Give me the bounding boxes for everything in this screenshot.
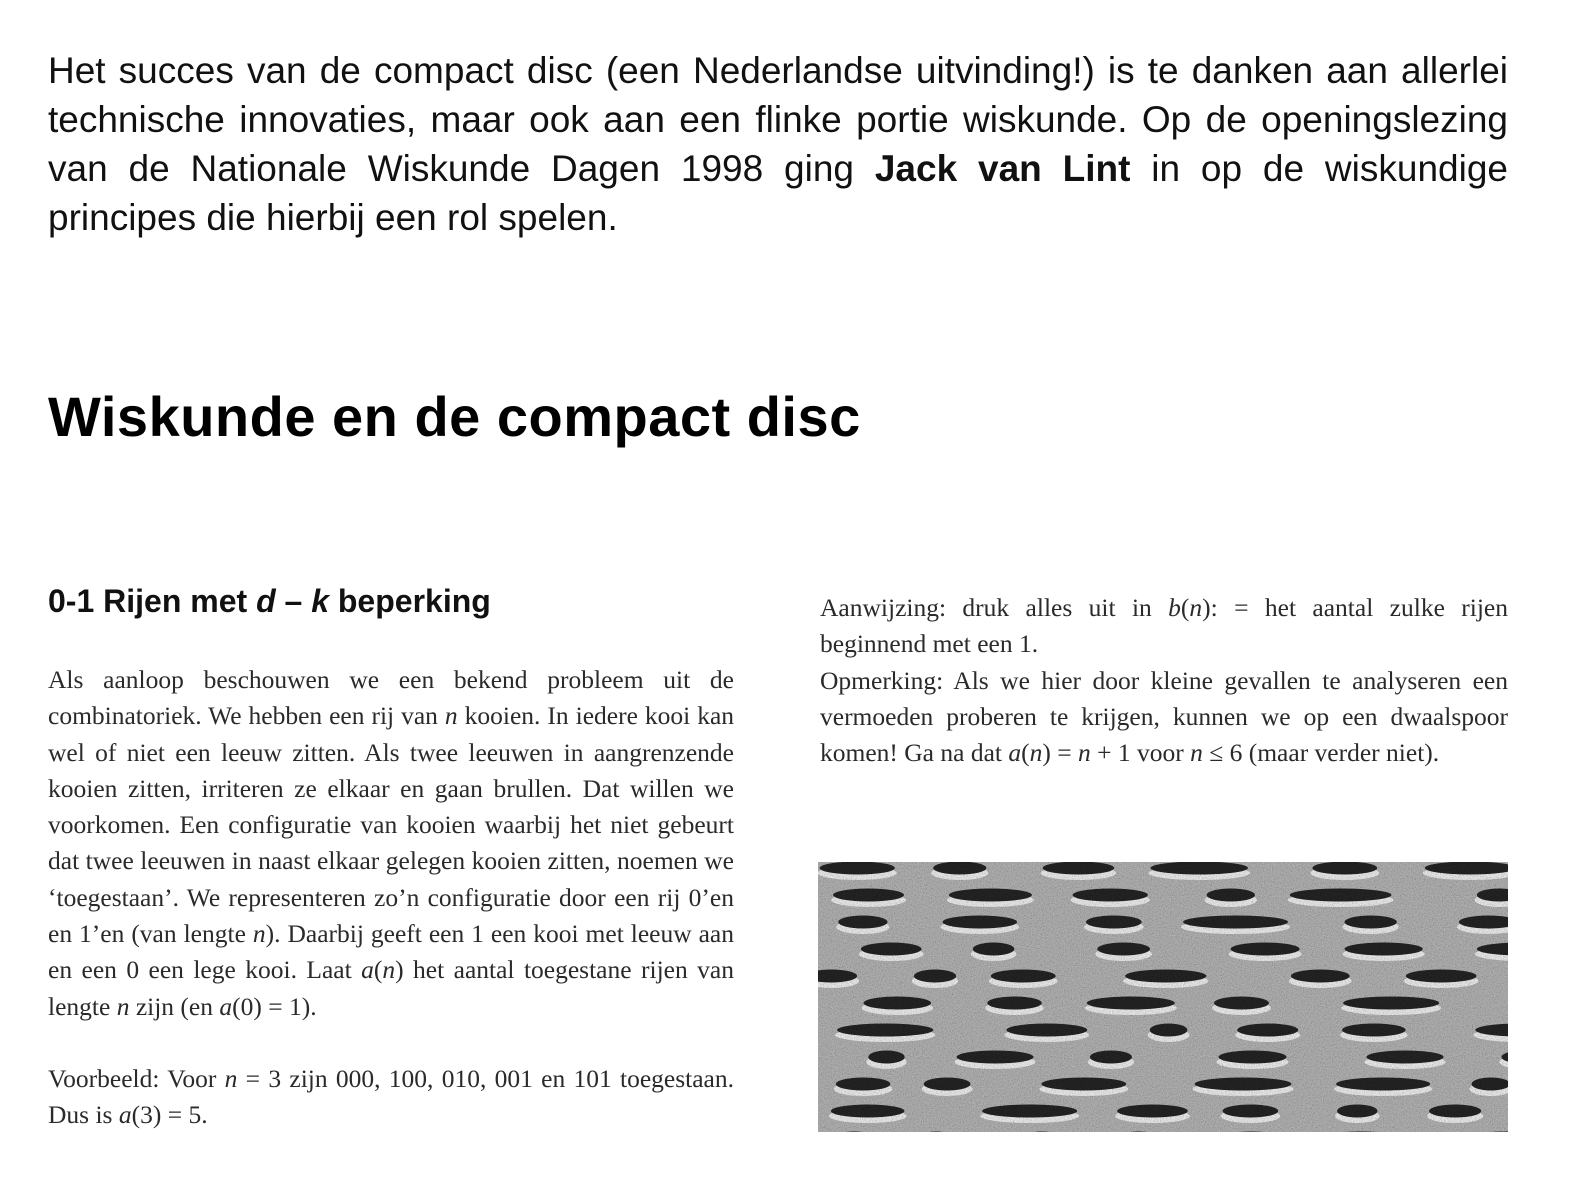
cd-pits-micrograph-icon — [818, 862, 1508, 1132]
article-title: Wiskunde en de compact disc — [48, 385, 861, 448]
example-paragraph: Voorbeeld: Voor n = 3 zijn 000, 100, 010, 001 en 101 toegestaan. Dus is a(3) = 5. — [48, 1063, 734, 1130]
right-column — [820, 590, 1508, 771]
hint-paragraph: Aanwijzing: druk alles uit in b(n): = het aantal zulke rijen beginnend met een 1. — [820, 593, 1508, 659]
left-column — [48, 662, 734, 1134]
intro-paragraph — [48, 46, 1508, 242]
intro-text-end: in op de wiskundige principes die hierbij een rol spelen. — [48, 148, 1508, 238]
section-heading: 0-1 Rijen met d – k beperking — [48, 583, 491, 619]
remark-paragraph: Opmerking: Als we hier door kleine gevallen te analyseren een vermoeden proberen te krijgen, kunnen we op een dwaalspoor komen! Ga na dat a(n) = n + 1 voor n ≤ 6 (maar verder niet). — [820, 665, 1508, 768]
author-name: Jack van Lint — [874, 148, 1131, 189]
problem-paragraph: Als aanloop beschouwen we een bekend probleem uit de combinatoriek. We hebben een rij van n kooien. In iedere kooi kan wel of niet een leeuw zitten. Als twee leeuwen in aangrenzende kooien zitten, irriteren ze elkaar en gaan brullen. Dat willen we voorkomen. Een configuratie van kooien waarbij het niet gebeurt dat twee leeuwen in naast elkaar gelegen kooien zitten, noemen we ‘toegestaan’. We representeren zo’n configuratie door een rij 0’en en 1’en (van lengte n). Daarbij geeft een 1 een kooi met leeuw aan en een 0 een lege kooi. Laat a(n) het aantal toegestane rijen van lengte n zijn (en a(0) = 1). — [48, 665, 735, 1021]
intro-text: Het succes van de compact disc (een Nederlandse uitvinding!) is te danken aan allerlei technische innovaties, maar ook aan een flinke portie wiskunde. Op de openingslezing van de Nationale Wiskunde Dagen 1998 ging — [48, 50, 1508, 189]
